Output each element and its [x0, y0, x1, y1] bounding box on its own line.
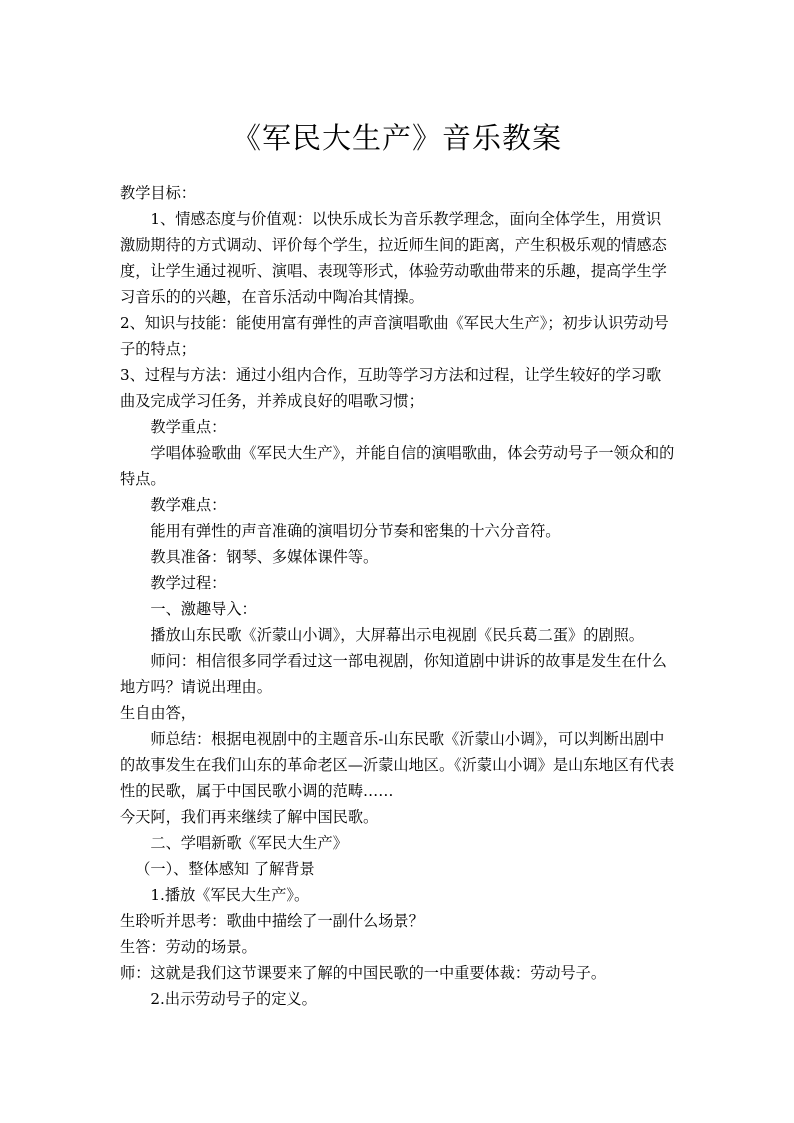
paragraph: 2、知识与技能：能使用富有弹性的声音演唱歌曲《军民大生产》；初步认识劳动号子的特点； [120, 314, 669, 358]
paragraph: （一）、整体感知 了解背景 [135, 860, 315, 878]
paragraph: 1.播放《军民大生产》。 [150, 886, 310, 904]
paragraph: 生自由答， [120, 704, 196, 722]
paragraph: 今天阿，我们再来继续了解中国民歌。 [120, 808, 379, 826]
document-body [120, 180, 675, 1012]
paragraph: 师总结：根据电视剧中的主题音乐-山东民歌《沂蒙山小调》，可以判断出剧中的故事发生在我们山东的革命老区—沂蒙山地区。《沂蒙山小调》是山东地区有代表性的民歌，属于中国民歌小调的范畴…… [120, 730, 675, 800]
paragraph: 教具准备：钢琴、多媒体课件等。 [150, 548, 379, 566]
paragraph: 教学重点： [150, 418, 227, 436]
document-title: 《军民大生产》音乐教案 [231, 121, 562, 155]
paragraph: 教学过程： [150, 574, 227, 592]
paragraph: 师问：相信很多同学看过这一部电视剧，你知道剧中讲诉的故事是发生在什么地方吗？请说出理由。 [120, 652, 667, 696]
paragraph: 教学难点： [150, 496, 227, 514]
paragraph: 教学目标： [120, 184, 196, 202]
paragraph: 3、过程与方法：通过小组内合作，互助等学习方法和过程，让学生较好的学习歌曲及完成学习任务，并养成良好的唱歌习惯； [120, 366, 662, 410]
paragraph: 师：这就是我们这节课要来了解的中国民歌的一中重要体裁：劳动号子。 [120, 964, 606, 982]
paragraph: 生答：劳动的场景。 [120, 938, 257, 956]
paragraph: 播放山东民歌《沂蒙山小调》，大屏幕出示电视剧《民兵葛二蛋》的剧照。 [150, 626, 644, 644]
paragraph: 学唱体验歌曲《军民大生产》，并能自信的演唱歌曲，体会劳动号子一领众和的特点。 [120, 444, 675, 488]
paragraph: 生聆听并思考：歌曲中描绘了一副什么场景？ [120, 912, 424, 930]
paragraph: 1、情感态度与价值观：以快乐成长为音乐教学理念，面向全体学生，用赏识激励期待的方式调动、评价每个学生，拉近师生间的距离，产生积极乐观的情感态度，让学生通过视听、演唱、表现等形式，体验劳动歌曲带来的乐趣，提高学生学习音乐的的兴趣，在音乐活动中陶冶其情操。 [120, 210, 667, 306]
paragraph: 2.出示劳动号子的定义。 [150, 990, 317, 1008]
paragraph: 二、学唱新歌《军民大生产》 [150, 834, 348, 852]
paragraph: 一、激趣导入： [150, 600, 257, 618]
paragraph: 能用有弹性的声音准确的演唱切分节奏和密集的十六分音符。 [150, 522, 561, 540]
